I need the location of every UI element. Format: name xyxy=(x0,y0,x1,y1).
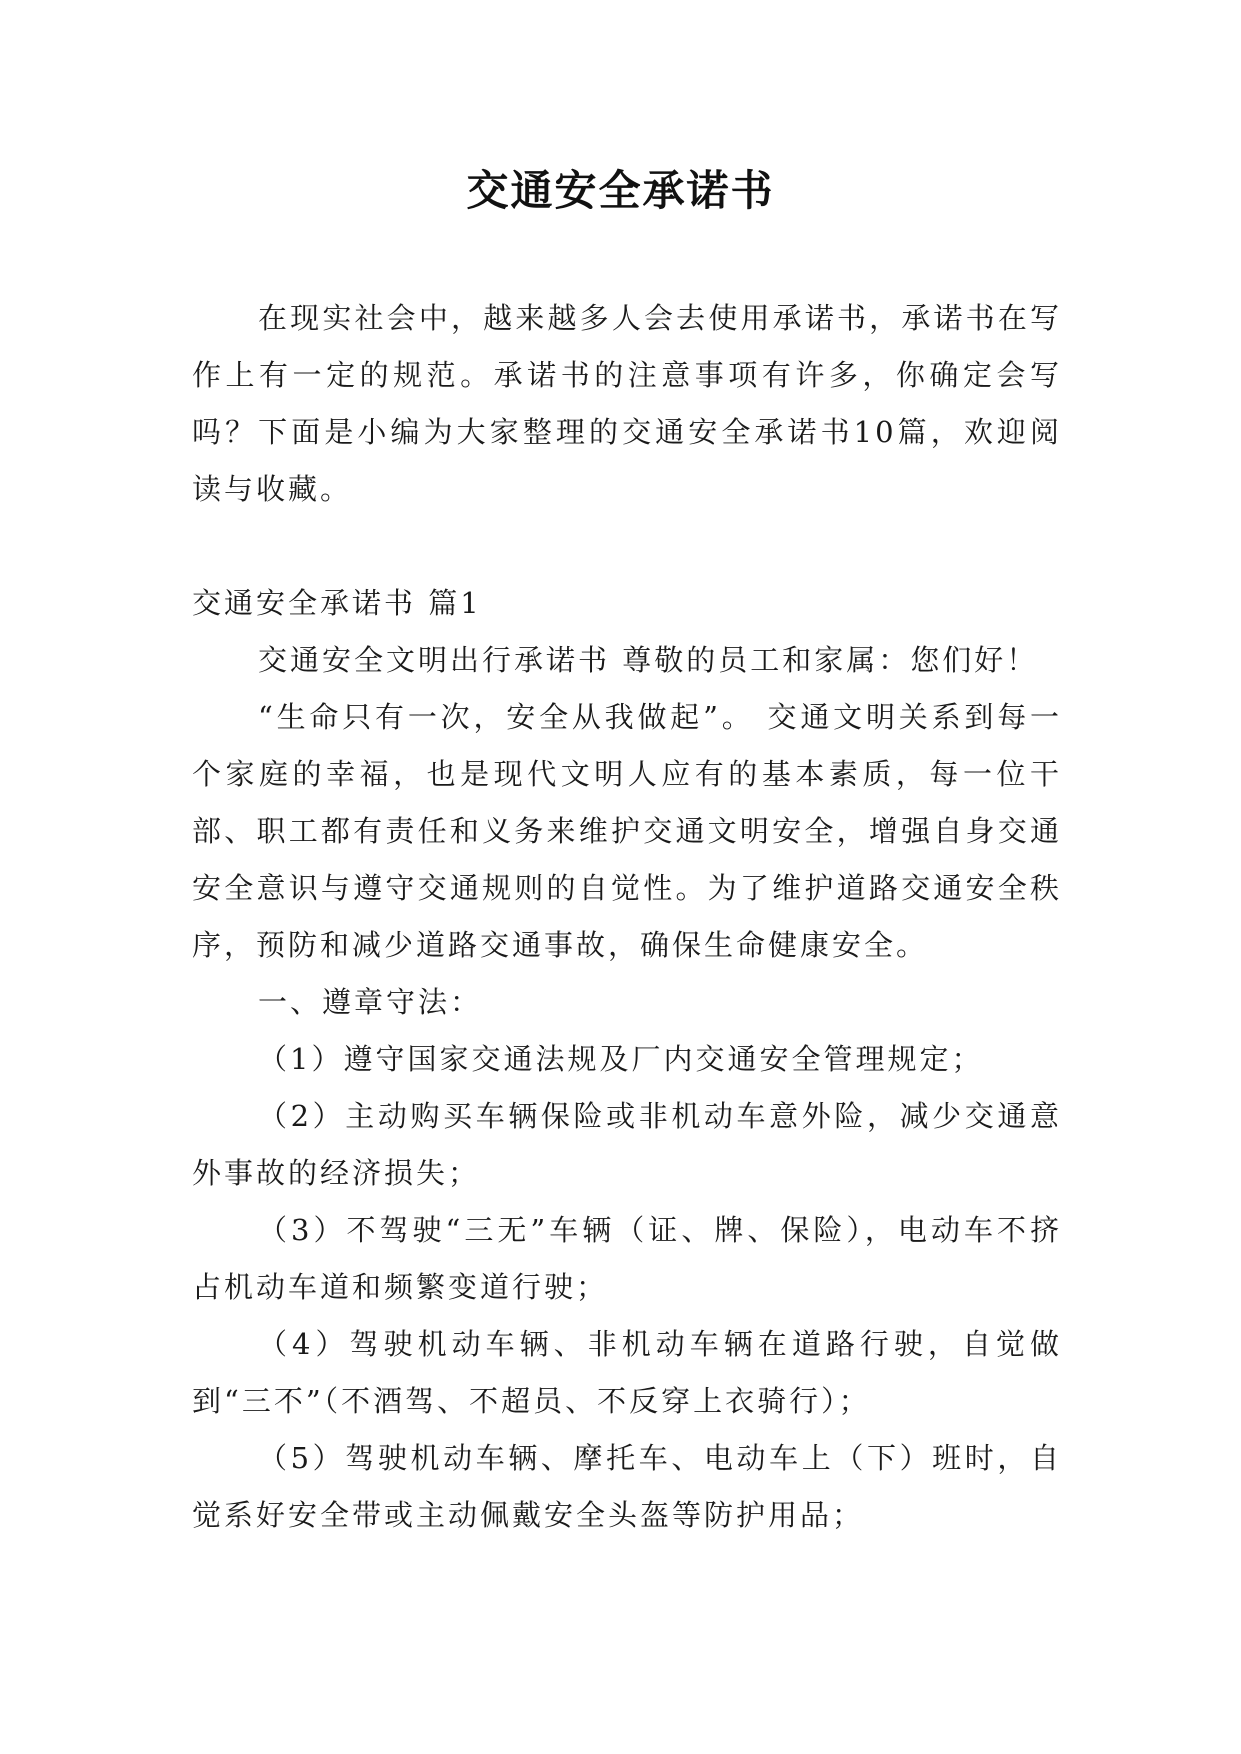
intro-paragraph: 在现实社会中，越来越多人会去使用承诺书，承诺书在写作上有一定的规范。承诺书的注意事项有许多，你确定会写吗？下面是小编为大家整理的交通安全承诺书10篇，欢迎阅读与收藏。 xyxy=(192,301,1062,506)
section-spacer xyxy=(192,518,1062,575)
body-paragraph-2: “生命只有一次，安全从我做起”。 交通文明关系到每一个家庭的幸福，也是现代文明人应有的基本素质，每一位干部、职工都有责任和义务来维护交通文明安全，增强自身交通安全意识与遵守交通规则的自觉性。为了维护道路交通安全秩序，预防和减少道路交通事故，确保生命健康安全。 xyxy=(192,700,1062,962)
body-paragraph-7: （4）驾驶机动车辆、非机动车辆在道路行驶，自觉做到“三不”（不酒驾、不超员、不反穿上衣骑行）； xyxy=(192,1327,1062,1418)
document-title: 交通安全承诺书 xyxy=(466,166,775,215)
document-body xyxy=(192,290,1062,1544)
section-heading: 交通安全承诺书 篇1 xyxy=(192,586,482,620)
body-paragraph-1: 交通安全文明出行承诺书 尊敬的员工和家属：您们好！ xyxy=(258,643,1039,677)
body-paragraph-6: （3）不驾驶“三无”车辆（证、牌、保险），电动车不挤占机动车道和频繁变道行驶； xyxy=(192,1213,1062,1304)
body-paragraph-8: （5）驾驶机动车辆、摩托车、电动车上（下）班时，自觉系好安全带或主动佩戴安全头盔等防护用品； xyxy=(192,1441,1062,1532)
body-paragraph-5: （2）主动购买车辆保险或非机动车意外险，减少交通意外事故的经济损失； xyxy=(192,1099,1062,1190)
body-paragraph-3: 一、遵章守法： xyxy=(258,985,483,1019)
body-paragraph-4: （1）遵守国家交通法规及厂内交通安全管理规定； xyxy=(258,1042,984,1076)
